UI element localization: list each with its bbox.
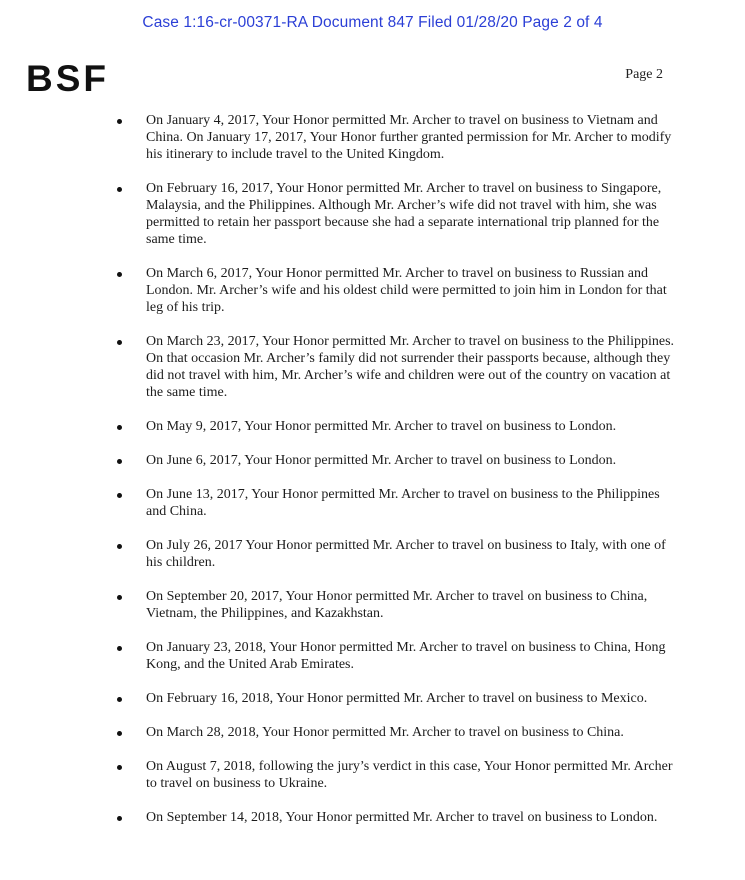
list-item-text: On September 14, 2018, Your Honor permitted Mr. Archer to travel on business to London. xyxy=(146,810,658,825)
list-item xyxy=(0,418,745,435)
list-item xyxy=(0,758,745,792)
bullet-icon xyxy=(117,272,122,277)
bullet-icon xyxy=(117,646,122,651)
list-item-text: On June 13, 2017, Your Honor permitted Mr. Archer to travel on business to the Philippines and China. xyxy=(146,487,660,519)
list-item-text: On March 23, 2017, Your Honor permitted Mr. Archer to travel on business to the Philippines. On that occasion Mr. Archer’s family did not surrender their passports because, although they did not travel with him, Mr. Archer’s wife and children were out of the country on vacation at the same time. xyxy=(146,334,675,400)
list-item-text: On February 16, 2017, Your Honor permitted Mr. Archer to travel on business to Singapore, Malaysia, and the Philippines. Although Mr. Archer’s wife did not travel with him, she was permitted to retain her passport because she had a separate international trip planned for the same time. xyxy=(146,181,662,247)
bullet-icon xyxy=(117,765,122,770)
list-item xyxy=(0,180,745,248)
bullet-icon xyxy=(117,697,122,702)
list-item xyxy=(0,537,745,571)
list-item-text: On March 6, 2017, Your Honor permitted Mr. Archer to travel on business to Russian and London. Mr. Archer’s wife and his oldest child were permitted to join him in London for that leg of his trip. xyxy=(146,266,667,315)
list-item-text: On May 9, 2017, Your Honor permitted Mr. Archer to travel on business to London. xyxy=(146,419,617,434)
list-item xyxy=(0,486,745,520)
list-item-text: On January 23, 2018, Your Honor permitted Mr. Archer to travel on business to China, Hong Kong, and the United Arab Emirates. xyxy=(146,640,666,672)
bullet-icon xyxy=(117,425,122,430)
list-item xyxy=(0,588,745,622)
ecf-filing-header: Case 1:16-cr-00371-RA Document 847 Filed 01/28/20 Page 2 of 4 xyxy=(142,14,603,31)
list-item xyxy=(0,690,745,707)
bullet-icon xyxy=(117,119,122,124)
list-item-text: On March 28, 2018, Your Honor permitted Mr. Archer to travel on business to China. xyxy=(146,725,624,740)
bullet-icon xyxy=(117,544,122,549)
bullet-icon xyxy=(117,459,122,464)
list-item xyxy=(0,112,745,163)
list-item-text: On August 7, 2018, following the jury’s verdict in this case, Your Honor permitted Mr. Archer to travel on business to Ukraine. xyxy=(146,759,673,791)
list-item xyxy=(0,809,745,826)
list-item-text: On February 16, 2018, Your Honor permitted Mr. Archer to travel on business to Mexico. xyxy=(146,691,648,706)
bullet-icon xyxy=(117,340,122,345)
list-item xyxy=(0,639,745,673)
list-item xyxy=(0,265,745,316)
travel-permission-list xyxy=(0,112,745,843)
bullet-icon xyxy=(117,816,122,821)
bullet-icon xyxy=(117,187,122,192)
page-number-label: Page 2 xyxy=(625,67,663,82)
list-item-text: On June 6, 2017, Your Honor permitted Mr. Archer to travel on business to London. xyxy=(146,453,617,468)
bullet-icon xyxy=(117,595,122,600)
list-item xyxy=(0,333,745,401)
bsf-logo: BSF xyxy=(26,58,109,99)
bullet-icon xyxy=(117,493,122,498)
list-item-text: On September 20, 2017, Your Honor permitted Mr. Archer to travel on business to China, Vietnam, the Philippines, and Kazakhstan. xyxy=(146,589,648,621)
list-item xyxy=(0,452,745,469)
list-item-text: On July 26, 2017 Your Honor permitted Mr. Archer to travel on business to Italy, with one of his children. xyxy=(146,538,666,570)
list-item-text: On January 4, 2017, Your Honor permitted Mr. Archer to travel on business to Vietnam and China. On January 17, 2017, Your Honor further granted permission for Mr. Archer to modify his itinerary to include travel to the United Kingdom. xyxy=(146,113,672,162)
bullet-icon xyxy=(117,731,122,736)
list-item xyxy=(0,724,745,741)
